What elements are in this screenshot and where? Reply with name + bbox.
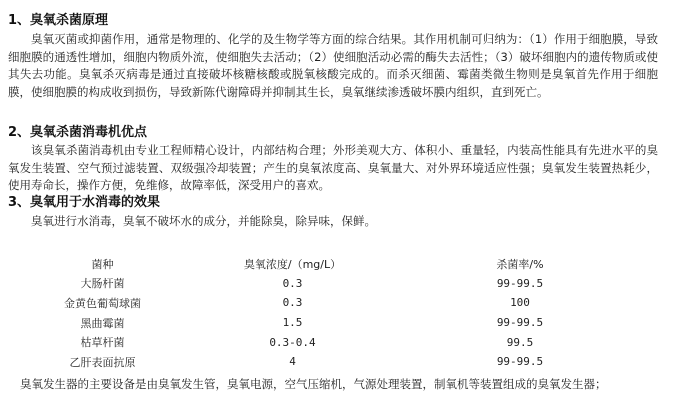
table-row [40, 352, 620, 372]
cell-kill-rate: 99.5 [506, 335, 534, 349]
cell-strain: 乙肝表面抗原 [69, 355, 136, 369]
cell-kill-rate: 100 [510, 296, 530, 310]
section-2-heading: 2、臭氧杀菌消毒机优点 [8, 125, 148, 140]
footer-text: 臭氧发生器的主要设备是由臭氧发生管，臭氧电源，空气压缩机，气源处理装置，制氧机等装置组成的臭氧发生器； [20, 377, 607, 391]
table-header-row [40, 254, 620, 274]
section-3-paragraph: 臭氧进行水消毒，臭氧不破坏水的成分，并能除臭，除异味，保鲜。 [31, 214, 376, 228]
cell-strain: 大肠杆菌 [80, 277, 125, 291]
section-1-heading: 1、臭氧杀菌原理 [8, 13, 109, 28]
cell-strain: 金黄色葡萄球菌 [64, 296, 141, 310]
table-row [40, 274, 620, 294]
header-kill-rate: 杀菌率/% [496, 257, 544, 271]
header-strain: 菌种 [91, 257, 114, 271]
section-2-paragraph: 该臭氧杀菌消毒机由专业工程师精心设计，内部结构合理；外形美观大方、体积小、重量轻，内装高性能具有先进水平的臭氧发生装置、空气预过滤装置、双级强冷却装置；产生的臭氧浓度高、臭氧量大、对外界环境适应性强；臭氧发生装置热耗少，使用寿命长，操作方便，免维修，故障率低，深受用户的喜欢。 [8, 143, 658, 192]
cell-kill-rate: 99-99.5 [496, 316, 544, 330]
cell-kill-rate: 99-99.5 [496, 276, 544, 290]
cell-concentration: 1.5 [282, 316, 303, 330]
cell-concentration: 0.3 [282, 296, 303, 310]
cell-kill-rate: 99-99.5 [496, 355, 544, 369]
section-3-heading: 3、臭氧用于水消毒的效果 [8, 195, 161, 210]
cell-concentration: 0.3 [282, 276, 303, 290]
header-concentration: 臭氧浓度/（mg/L） [243, 257, 342, 271]
cell-strain: 枯草杆菌 [80, 336, 125, 350]
cell-strain: 黑曲霉菌 [80, 316, 125, 330]
table-row [40, 313, 620, 333]
table-row [40, 293, 620, 313]
disinfection-table [40, 254, 620, 372]
cell-concentration: 4 [289, 355, 296, 369]
cell-concentration: 0.3-0.4 [269, 335, 316, 349]
section-1-paragraph: 臭氧灭菌或抑菌作用，通常是物理的、化学的及生物学等方面的综合结果。其作用机制可归纳为：（1）作用于细胞膜，导致细胞膜的通透性增加，细胞内物质外流，使细胞失去活动；（2）使细胞活动必需的酶失去活性；（3）破坏细胞内的遗传物质或使其失去功能。臭氧杀灭病毒是通过直接破坏核糖核酸或脱氧核酸完成的。而杀灭细菌、霉菌类微生物则是臭氧首先作用于细胞膜，使细胞膜的构成收到损伤，导致新陈代谢障碍并抑制其生长，臭氧继续渗透破坏膜内组织，直到死亡。 [8, 32, 658, 99]
table-row [40, 332, 620, 352]
